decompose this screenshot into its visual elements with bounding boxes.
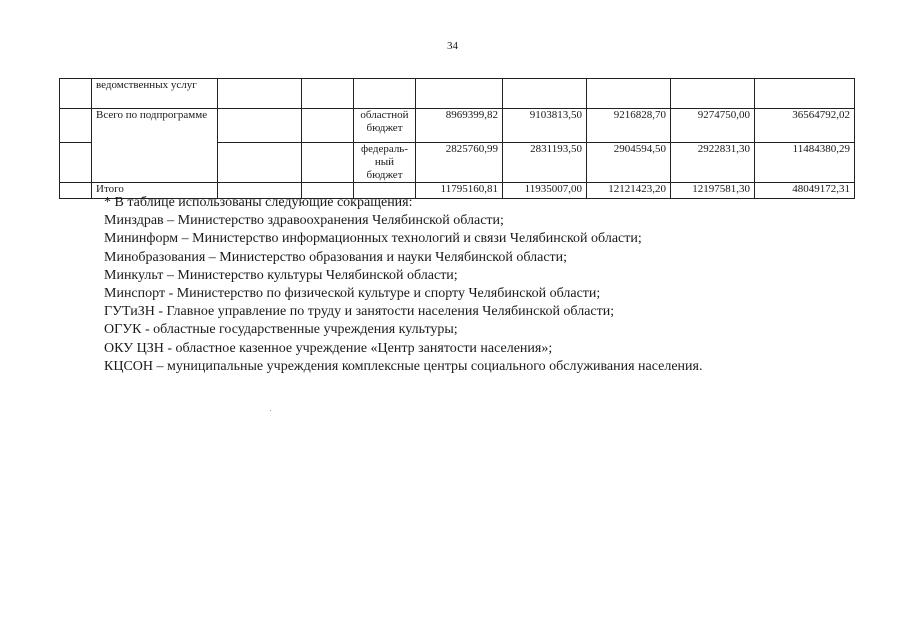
index-cell <box>60 143 92 183</box>
abbreviation-item: ОГУК - областные государственные учреждения культуры; <box>104 322 458 338</box>
amount-cell <box>416 79 503 109</box>
empty-cell <box>218 79 302 109</box>
empty-cell <box>302 143 354 183</box>
abbreviation-item: Минкульт – Министерство культуры Челябинской области; <box>104 267 458 283</box>
amount-cell: 2825760,99 <box>416 143 503 183</box>
abbreviation-item: ГУТиЗН - Главное управление по труду и занятости населения Челябинской области; <box>104 304 615 320</box>
page-number: 34 <box>447 40 458 52</box>
abbreviation-item: Минобразования – Министерство образования и науки Челябинской области; <box>104 249 568 265</box>
amount-cell: 12121423,20 <box>587 183 671 199</box>
table-row-departmental-services <box>60 79 855 109</box>
abbreviation-item: Минспорт - Министерство по физической культуре и спорту Челябинской области; <box>104 286 601 302</box>
empty-cell <box>302 109 354 143</box>
amount-cell <box>587 79 671 109</box>
amount-cell: 48049172,31 <box>755 183 855 199</box>
index-cell <box>60 109 92 143</box>
amount-cell: 2904594,50 <box>587 143 671 183</box>
table-row-subprogram-regional <box>60 109 855 143</box>
funding-source <box>354 79 416 109</box>
budget-table <box>59 78 855 199</box>
abbreviation-item: Минздрав – Министерство здравоохранения Челябинской области; <box>104 213 504 229</box>
amount-cell: 12197581,30 <box>671 183 755 199</box>
abbreviation-item: КЦСОН – муниципальные учреждения комплексные центры социального обслуживания населения. <box>104 358 703 374</box>
abbreviations-notes <box>104 194 864 376</box>
amount-cell: 9274750,00 <box>671 109 755 143</box>
amount-cell <box>503 79 587 109</box>
index-cell <box>60 79 92 109</box>
row-label: Всего по подпрограмме <box>92 109 218 183</box>
amount-cell: 8969399,82 <box>416 109 503 143</box>
empty-cell <box>218 109 302 143</box>
amount-cell: 11484380,29 <box>755 143 855 183</box>
amount-cell: 2831193,50 <box>503 143 587 183</box>
amount-cell: 36564792,02 <box>755 109 855 143</box>
index-cell <box>60 183 92 199</box>
abbreviation-item: ОКУ ЦЗН - областное казенное учреждение «Центр занятости населения»; <box>104 340 553 356</box>
scan-speck <box>270 410 271 411</box>
empty-cell <box>218 143 302 183</box>
amount-cell: 11795160,81 <box>416 183 503 199</box>
row-label: ведомственных услуг <box>92 79 218 109</box>
row-label: Итого <box>92 183 218 199</box>
funding-source: областной бюджет <box>354 109 416 143</box>
amount-cell <box>671 79 755 109</box>
empty-cell <box>302 79 354 109</box>
amount-cell <box>755 79 855 109</box>
amount-cell: 2922831,30 <box>671 143 755 183</box>
amount-cell: 9103813,50 <box>503 109 587 143</box>
notes-heading: * В таблице использованы следующие сокращения: <box>104 195 413 210</box>
amount-cell: 11935007,00 <box>503 183 587 199</box>
amount-cell: 9216828,70 <box>587 109 671 143</box>
abbreviation-item: Мининформ – Министерство информационных технологий и связи Челябинской области; <box>104 231 642 247</box>
funding-source: федераль-ный бюджет <box>354 143 416 183</box>
